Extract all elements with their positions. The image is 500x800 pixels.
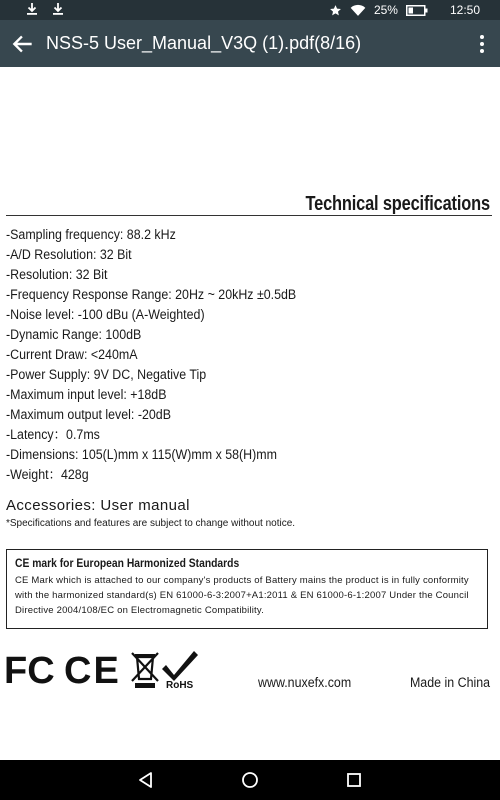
spec-item: -Sampling frequency: 88.2 kHz (6, 227, 176, 242)
fc-logo-text: FC (4, 650, 55, 689)
clock: 12:50 (449, 3, 480, 17)
rohs-label: RoHS (166, 680, 194, 689)
heading-divider (6, 215, 492, 216)
spec-item: -Dynamic Range: 100dB (6, 327, 142, 342)
spec-item: -Resolution: 32 Bit (6, 267, 108, 282)
spec-item: -Current Draw: <240mA (6, 347, 138, 362)
fc-logo-icon (4, 650, 55, 689)
battery-percent: 25% (373, 3, 398, 17)
spec-item: -Maximum output level: -20dB (6, 407, 171, 422)
spec-item: -Frequency Response Range: 20Hz ~ 20kHz ±0.5dB (6, 287, 297, 302)
weee-bin-icon (132, 653, 158, 688)
accessories-line: Accessories: User manual (6, 497, 190, 514)
nav-back-icon[interactable] (136, 770, 156, 790)
website-link: www.nuxefx.com (258, 675, 352, 690)
spec-item: -A/D Resolution: 32 Bit (6, 247, 132, 262)
spec-item: -Noise level: -100 dBu (A-Weighted) (6, 307, 205, 322)
pdf-page[interactable] (0, 67, 500, 760)
ce-notice-title: CE mark for European Harmonized Standards (15, 556, 240, 570)
spec-item: -Weight：428g (6, 467, 89, 482)
spec-item: -Power Supply: 9V DC, Negative Tip (6, 367, 207, 382)
ce-notice-text: CE Mark which is attached to our company's products of Battery mains the product is in fully conformity with the harmonized standard(s) EN 61000-6-3:2007+A1:2011 & EN 61000-6-1:2007 Under the Council Directive 2004/108/EC on Electromagnetic Compatibility. (15, 575, 469, 616)
spec-item: -Dimensions: 105(L)mm x 115(W)mm x 58(H)mm (6, 447, 277, 462)
download-icon (26, 2, 38, 16)
more-vert-icon[interactable] (478, 32, 486, 56)
made-in-label: Made in China (409, 675, 490, 690)
battery-icon (406, 5, 428, 16)
disclaimer: *Specifications and features are subject to change without notice. (6, 518, 296, 529)
status-bar (0, 0, 500, 20)
ce-logo-icon (64, 650, 121, 689)
rohs-check-icon (162, 651, 198, 689)
certification-logos (4, 649, 214, 689)
system-nav-bar (0, 760, 500, 800)
download-icon (52, 2, 64, 16)
spec-list (6, 225, 321, 485)
document-title: NSS-5 User_Manual_V3Q (1).pdf(8/16) (46, 33, 362, 53)
nav-recents-icon[interactable] (344, 770, 364, 790)
section-heading: Technical specifications (305, 193, 490, 215)
spec-item: -Maximum input level: +18dB (6, 387, 167, 402)
ce-notice-box (6, 549, 488, 629)
nav-home-icon[interactable] (240, 770, 260, 790)
back-arrow-icon[interactable] (10, 31, 36, 57)
spec-item: -Latency：0.7ms (6, 427, 100, 442)
wifi-icon (350, 4, 366, 17)
star-icon (329, 4, 342, 17)
ce-logo-text: CE (64, 650, 121, 689)
app-bar (0, 20, 500, 67)
